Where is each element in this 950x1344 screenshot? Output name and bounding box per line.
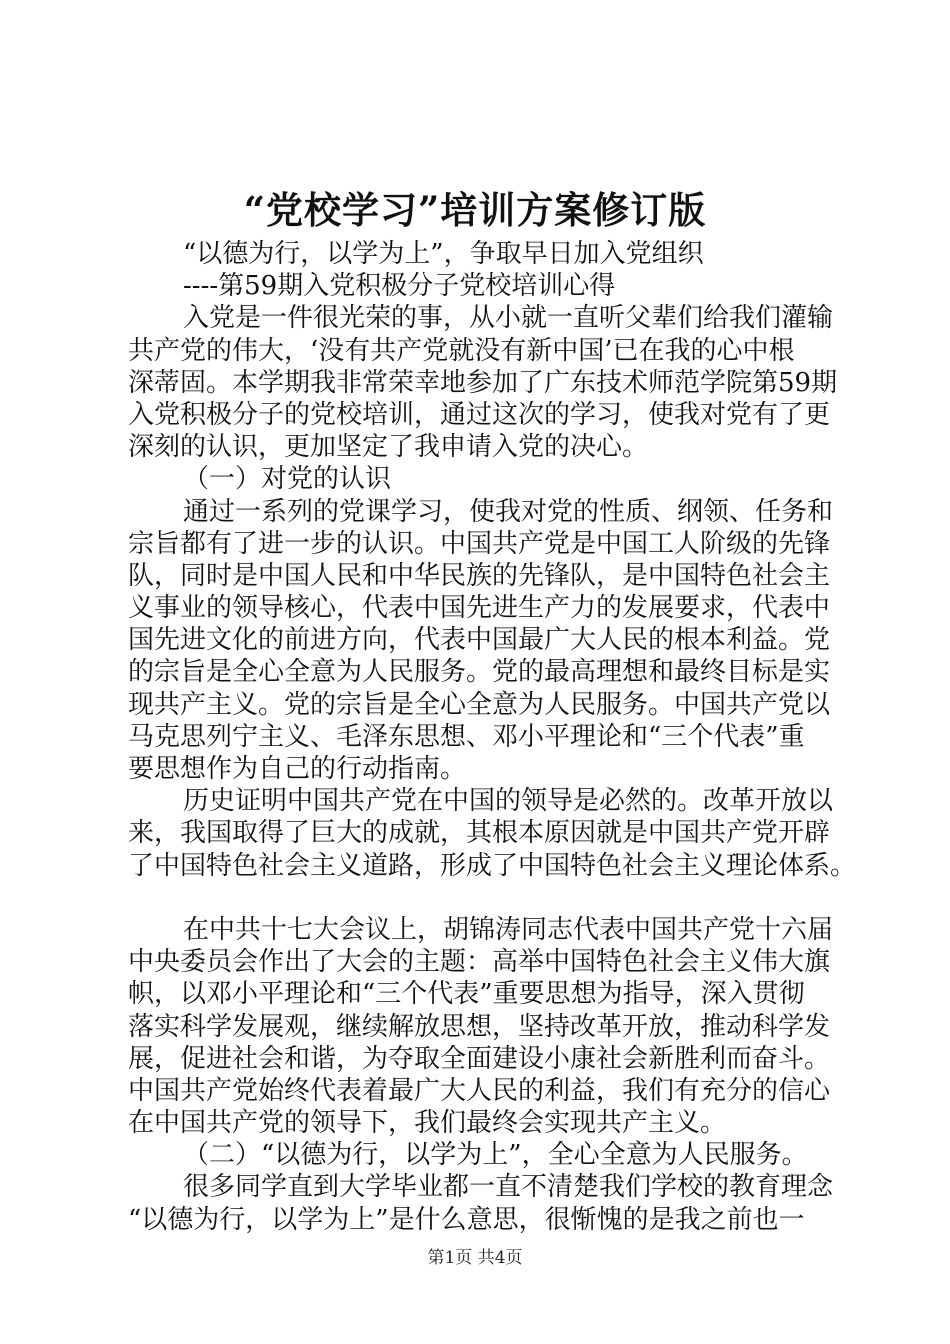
section-heading-2: （二）“以德为行，以学为上”，全心全意为人民服务。 <box>183 1140 808 1171</box>
paragraph-4-line: 在中共十七大会议上，胡锦涛同志代表中国共产党十六届 <box>183 914 834 945</box>
paragraph-1-line: 入党积极分子的党校培训，通过这次的学习，使我对党有了更 <box>128 399 831 430</box>
paragraph-3-line: 了中国特色社会主义道路，形成了中国特色社会主义理论体系。 <box>128 850 857 881</box>
page-number-footer: 第1页 共4页 <box>427 1248 523 1268</box>
paragraph-4-line: 中央委员会作出了大会的主题：高举中国特色社会主义伟大旗 <box>128 947 831 978</box>
paragraph-2-line: 的宗旨是全心全意为人民服务。党的最高理想和最终目标是实 <box>128 657 831 688</box>
paragraph-5-line: “以德为行，以学为上”是什么意思，很惭愧的是我之前也一 <box>128 1204 805 1235</box>
paragraph-1-line: 共产党的伟大，‘没有共产党就没有新中国’已在我的心中根 <box>128 335 795 366</box>
paragraph-5-line: 很多同学直到大学毕业都一直不清楚我们学校的教育理念 <box>183 1172 834 1203</box>
paragraph-2-line: 通过一系列的党课学习，使我对党的性质、纲领、任务和 <box>183 496 834 527</box>
paragraph-4-line: 落实科学发展观，继续解放思想，坚持改革开放，推动科学发 <box>128 1011 831 1042</box>
paragraph-3-line: 历史证明中国共产党在中国的领导是必然的。改革开放以 <box>183 786 834 817</box>
paragraph-1-line: 深刻的认识，更加坚定了我申请入党的决心。 <box>128 432 649 463</box>
paragraph-2-line: 国先进文化的前进方向，代表中国最广大人民的根本利益。党 <box>128 625 831 656</box>
paragraph-4-line: 在中国共产党的领导下，我们最终会实现共产主义。 <box>128 1108 727 1139</box>
paragraph-3-line: 来，我国取得了巨大的成就，其根本原因就是中国共产党开辟 <box>128 818 831 849</box>
paragraph-2-line: 义事业的领导核心，代表中国先进生产力的发展要求，代表中 <box>128 593 831 624</box>
subtitle-line-2: ----第59期入党积极分子党校培训心得 <box>183 271 616 302</box>
paragraph-4-line: 中国共产党始终代表着最广大人民的利益，我们有充分的信心 <box>128 1075 831 1106</box>
blank-line <box>128 882 828 914</box>
paragraph-2-line: 马克思列宁主义、毛泽东思想、邓小平理论和“三个代表”重 <box>128 721 805 752</box>
paragraph-1-line: 深蒂固。本学期我非常荣幸地参加了广东技术师范学院第59期 <box>128 367 838 398</box>
paragraph-4-line: 帜，以邓小平理论和“三个代表”重要思想为指导，深入贯彻 <box>128 979 805 1010</box>
paragraph-2-line: 现共产主义。党的宗旨是全心全意为人民服务。中国共产党以 <box>128 689 831 720</box>
document-title: “党校学习”培训方案修订版 <box>243 188 707 232</box>
paragraph-1-line: 入党是一件很光荣的事，从小就一直听父辈们给我们灌输 <box>183 303 834 334</box>
paragraph-2-line: 队，同时是中国人民和中华民族的先锋队，是中国特色社会主 <box>128 560 831 591</box>
section-heading-1: （一）对党的认识 <box>183 464 392 495</box>
document-body <box>128 238 857 1236</box>
paragraph-2-line: 宗旨都有了进一步的认识。中国共产党是中国工人阶级的先锋 <box>128 528 831 559</box>
paragraph-2-line: 要思想作为自己的行动指南。 <box>128 754 467 784</box>
subtitle-line-1: “以德为行，以学为上”，争取早日加入党组织 <box>183 239 704 269</box>
paragraph-4-line: 展，促进社会和谐，为夺取全面建设小康社会新胜利而奋斗。 <box>128 1043 831 1074</box>
